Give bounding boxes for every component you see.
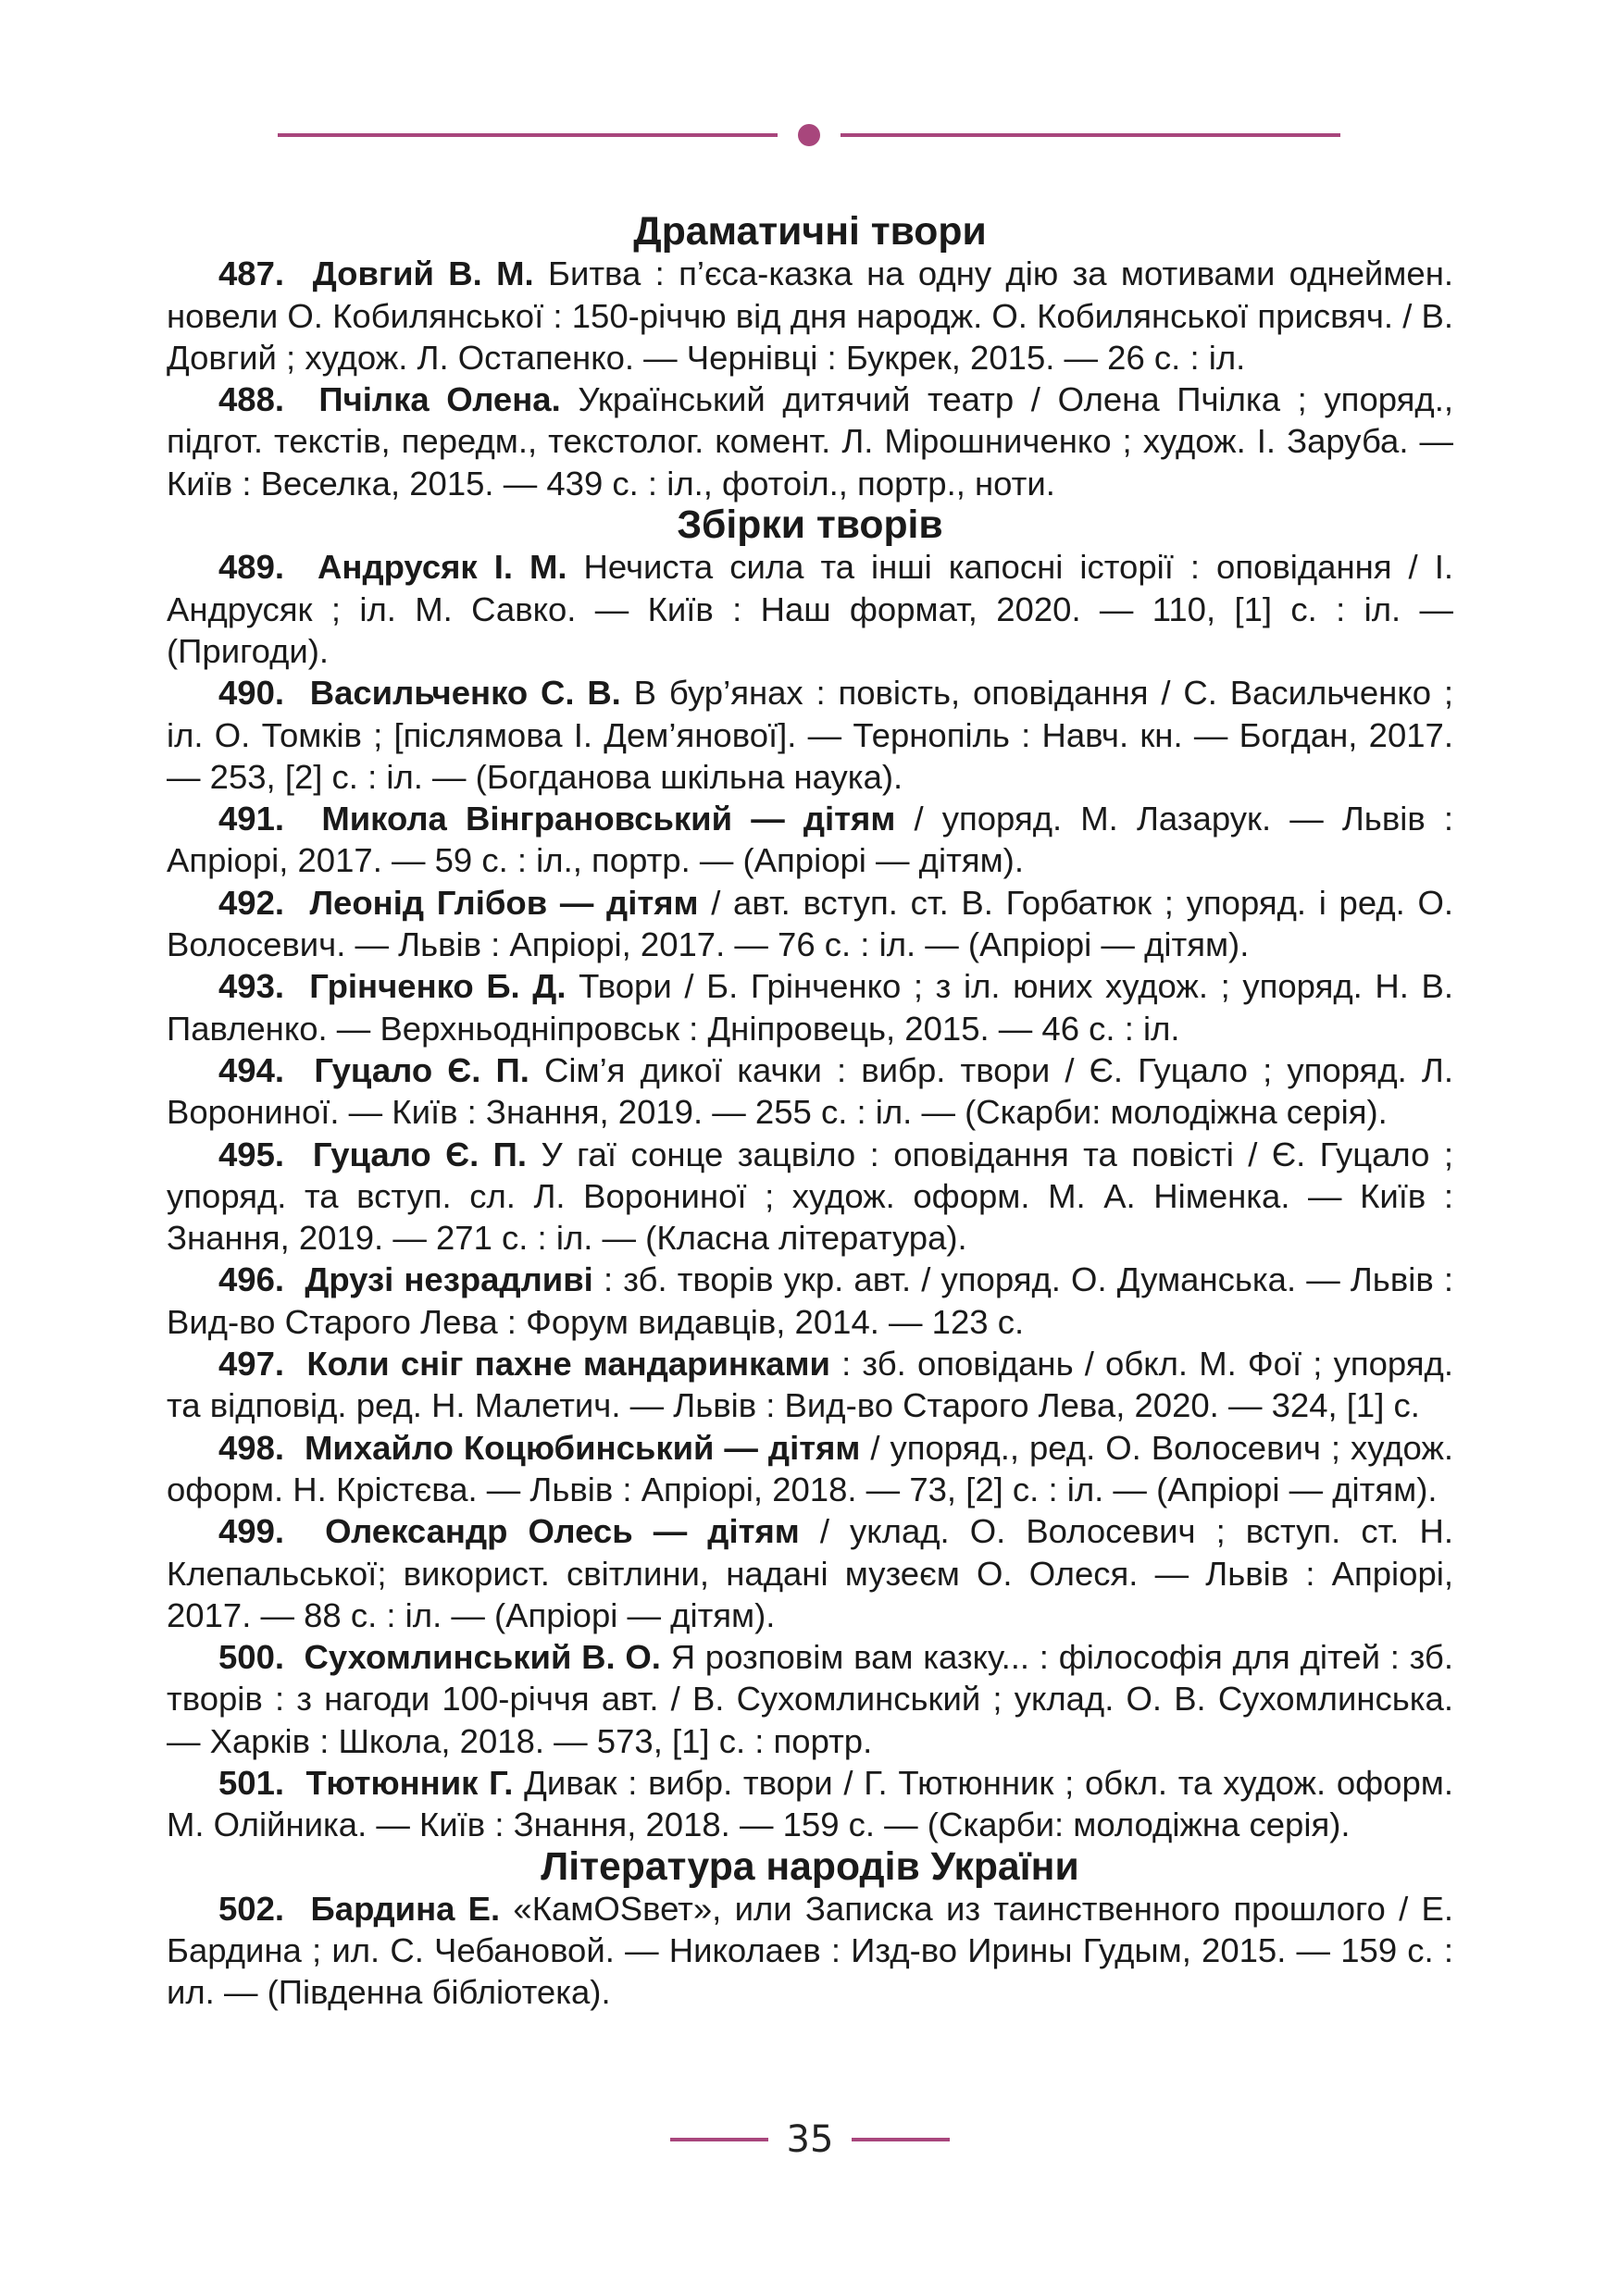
entry-number: 495. (218, 1135, 285, 1173)
entry-author: Довгий В. М. (312, 254, 534, 293)
entry-number: 496. (218, 1260, 285, 1299)
entry-description: / авт. вступ. ст. В. Горбатюк ; упоряд. і ред. О. Волосевич. — Львів : Апріорі, 2017. — 76 с. : іл. — (Апріорі — дітям). (167, 883, 1453, 964)
bibliography-entry (167, 672, 1453, 798)
ornament-line-right (841, 133, 1340, 137)
entry-description: Нечиста сила та інші капосні історії : оповідання / І. Андрусяк ; іл. М. Савко. — Київ : Наш формат, 2020. — 110, [1] с. : іл. — (Пригоди). (167, 548, 1453, 670)
entry-number: 494. (218, 1050, 285, 1089)
bibliography-entry (167, 1636, 1453, 1762)
entry-number: 489. (218, 548, 285, 587)
bibliography-entry (167, 1049, 1453, 1134)
entry-author: Андрусяк І. М. (318, 548, 567, 587)
entry-author: Бардина Е. (310, 1889, 501, 1928)
entry-author: Тютюнник Г. (305, 1763, 514, 1802)
entry-description: Битва : п’єса-казка на одну дію за мотивами однеймен. новели О. Кобилянської : 150-річчю від дня народж. О. Кобилянської присвяч. / В. Довгий ; худож. Л. Остапенко. — Чернівці : Букрек, 2015. — 26 с. : іл. (167, 254, 1453, 377)
entry-description: / упоряд., ред. О. Волосевич ; худож. оформ. Н. Крістєва. — Львів : Апріорі, 2018. — 73, [2] с. : іл. — (Апріорі — дітям). (167, 1428, 1453, 1508)
entry-author: Олександр Олесь — дітям (325, 1512, 800, 1551)
entry-description: В бур’янах : повість, оповідання / С. Васильченко ; іл. О. Томків ; [післямова І. Дем’янової]. — Тернопіль : Навч. кн. — Богдан, 2017. — 253, [2] с. : іл. — (Богданова шкільна наука). (167, 674, 1453, 796)
bibliography-entry (167, 965, 1453, 1049)
footer-line-left (670, 2138, 768, 2141)
entry-author: Микола Вінграновський — дітям (321, 800, 896, 838)
entry-author: Друзі незрадливі (305, 1260, 593, 1299)
bibliography-entry (167, 253, 1453, 379)
entry-description: / уклад. О. Волосевич ; вступ. ст. Н. Клепальської; використ. світлини, надані музеєм О. Олеся. — Львів : Апріорі, 2017. — 88 с. : іл. — (Апріорі — дітям). (167, 1512, 1453, 1634)
bibliography-entry (167, 1134, 1453, 1260)
entry-description: Український дитячий театр / Олена Пчілка ; упоряд., підгот. текстів, передм., текстолог. комент. Л. Мірошниченко ; худож. І. Заруба. — Київ : Веселка, 2015. — 439 с. : іл., фотоіл., портр., ноти. (167, 380, 1453, 503)
entry-description: Дивак : вибр. твори / Г. Тютюнник ; обкл. та худож. оформ. М. Олійника. — Київ : Знання, 2018. — 159 с. — (Скарби: молодіжна серія). (167, 1763, 1453, 1844)
entry-author: Гуцало Є. П. (312, 1135, 528, 1173)
entry-author: Сухомлинський В. О. (304, 1638, 661, 1677)
entry-number: 500. (218, 1638, 285, 1677)
entry-author: Коли сніг пахне мандаринками (306, 1345, 830, 1384)
bibliography-entry (167, 882, 1453, 966)
section-title: Література народів України (541, 1843, 1079, 1889)
entry-number: 490. (218, 674, 285, 713)
bibliography-entry (167, 798, 1453, 882)
entry-author: Михайло Коцюбинський — дітям (305, 1428, 861, 1467)
entry-number: 502. (218, 1889, 285, 1928)
entry-author: Леонід Глібов — дітям (309, 883, 699, 922)
entry-number: 487. (218, 254, 285, 293)
bibliography-entry (167, 379, 1453, 504)
page-footer (0, 2117, 1619, 2164)
entry-number: 498. (218, 1428, 285, 1467)
section-title: Драматичні твори (633, 209, 987, 254)
bibliography-content (167, 211, 1453, 2014)
entry-number: 499. (218, 1512, 285, 1551)
bibliography-entry (167, 1762, 1453, 1846)
entry-description: : зб. оповідань / обкл. М. Фої ; упоряд. та відповід. ред. Н. Малетич. — Львів : Вид-во Старого Лева, 2020. — 324, [1] с. (167, 1345, 1453, 1425)
bibliography-entry (167, 1888, 1453, 2014)
entry-author: Васильченко С. В. (309, 674, 621, 713)
entry-description: : зб. творів укр. авт. / упоряд. О. Думанська. — Львів : Вид-во Старого Лева : Форум видавців, 2014. — 123 с. (167, 1260, 1453, 1341)
bibliography-entry (167, 1427, 1453, 1511)
entry-description: «КамОSвет», или Записка из таинственного прошлого / Е. Бардина ; ил. С. Чебановой. — Николаев : Изд-во Ирины Гудым, 2015. — 159 с. : ил. — (Південна бібліотека). (167, 1889, 1453, 2012)
entry-author: Пчілка Олена. (318, 380, 561, 419)
entry-description: / упоряд. М. Лазарук. — Львів : Апріорі, 2017. — 59 с. : іл., портр. — (Апріорі — дітям). (167, 800, 1453, 880)
bibliography-entry (167, 1343, 1453, 1427)
entry-description: У гаї сонце зацвіло : оповідання та повісті / Є. Гуцало ; упоряд. та вступ. сл. Л. Ворониної ; худож. оформ. М. А. Німенка. — Київ : Знання, 2019. — 271 с. : іл. — (Класна література). (167, 1135, 1453, 1258)
entry-number: 493. (218, 967, 285, 1006)
bibliography-entry (167, 1259, 1453, 1343)
bibliography-entry (167, 546, 1453, 672)
entry-author: Гуцало Є. П. (314, 1050, 529, 1089)
entry-author: Грінченко Б. Д. (309, 967, 567, 1006)
entry-number: 492. (218, 883, 285, 922)
entry-number: 501. (218, 1763, 285, 1802)
entry-description: Твори / Б. Грінченко ; з іл. юних худож. ; упоряд. Н. В. Павленко. — Верхньодніпровськ : Дніпровець, 2015. — 46 с. : іл. (167, 967, 1453, 1048)
entry-description: Сім’я дикої качки : вибр. твори / Є. Гуцало ; упоряд. Л. Ворониної. — Київ : Знання, 2019. — 255 с. : іл. — (Скарби: молодіжна серія). (167, 1050, 1453, 1132)
ornament-line-left (278, 133, 778, 137)
entry-number: 488. (218, 380, 285, 419)
ornament-dot (798, 124, 820, 146)
section-title: Збірки творів (677, 503, 943, 548)
entry-number: 491. (218, 800, 285, 838)
entry-description: Я розповім вам казку... : філософія для дітей : зб. творів : з нагоди 100-річчя авт. / В. Сухомлинський ; уклад. О. В. Сухомлинська. — Харків : Школа, 2018. — 573, [1] с. : портр. (167, 1638, 1453, 1760)
footer-line-right (852, 2138, 950, 2141)
page-number: 35 (786, 2118, 834, 2161)
top-ornament (278, 124, 1340, 146)
entry-number: 497. (218, 1345, 285, 1384)
bibliography-entry (167, 1510, 1453, 1636)
